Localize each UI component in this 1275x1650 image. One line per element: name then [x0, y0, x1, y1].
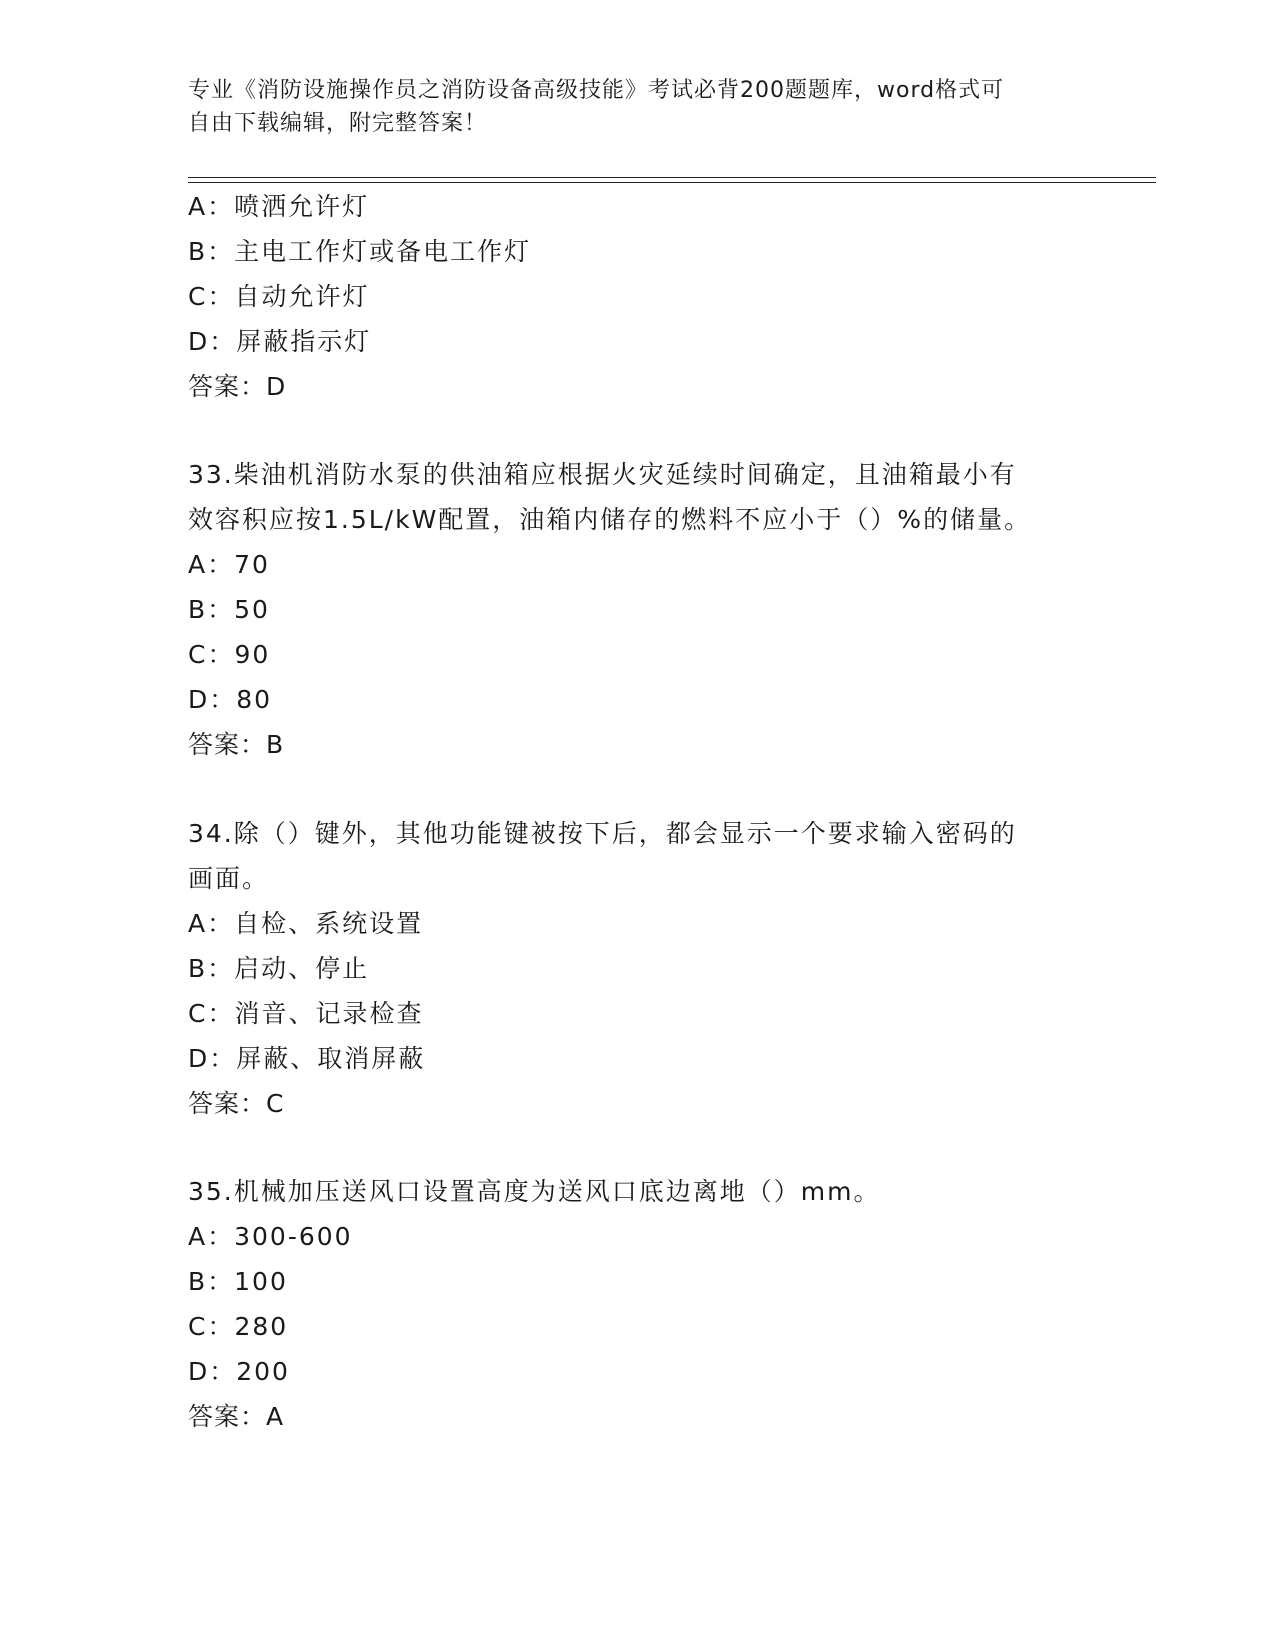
header-line-2: 自由下载编辑，附完整答案！: [188, 111, 488, 136]
answer: 答案：C: [188, 1089, 285, 1118]
option-d: D：屏蔽指示灯: [188, 327, 372, 356]
document-header: [188, 74, 1088, 140]
answer: 答案：A: [188, 1402, 285, 1431]
option-c: C：自动允许灯: [188, 282, 370, 311]
option-c: C：280: [188, 1312, 289, 1341]
option-d: D：80: [188, 685, 273, 714]
question-text-line-1: 33.柴油机消防水泵的供油箱应根据火灾延续时间确定，且油箱最小有: [188, 460, 1017, 489]
option-d: D：屏蔽、取消屏蔽: [188, 1044, 426, 1073]
option-b: B：启动、停止: [188, 954, 370, 983]
option-c: C：消音、记录检查: [188, 999, 424, 1028]
question-text-line-2: 画面。: [188, 864, 270, 893]
answer: 答案：D: [188, 372, 287, 401]
option-b: B：主电工作灯或备电工作灯: [188, 237, 532, 266]
option-a: A：喷洒允许灯: [188, 192, 370, 221]
question-text-line-1: 34.除（）键外，其他功能键被按下后，都会显示一个要求输入密码的: [188, 819, 1017, 848]
option-c: C：90: [188, 640, 271, 669]
header-divider-bottom: [188, 182, 1156, 183]
option-b: B：100: [188, 1267, 288, 1296]
option-a: A：300-600: [188, 1222, 353, 1251]
answer: 答案：B: [188, 730, 285, 759]
option-a: A：70: [188, 550, 270, 579]
option-a: A：自检、系统设置: [188, 909, 424, 938]
question-text-line-1: 35.机械加压送风口设置高度为送风口底边离地（）mm。: [188, 1177, 881, 1206]
header-line-1: 专业《消防设施操作员之消防设备高级技能》考试必背200题题库，word格式可: [188, 78, 1005, 103]
option-d: D：200: [188, 1357, 290, 1386]
header-divider-top: [188, 177, 1156, 178]
option-b: B：50: [188, 595, 270, 624]
question-text-line-2: 效容积应按1.5L/kW配置，油箱内储存的燃料不应小于（）%的储量。: [188, 505, 1032, 534]
